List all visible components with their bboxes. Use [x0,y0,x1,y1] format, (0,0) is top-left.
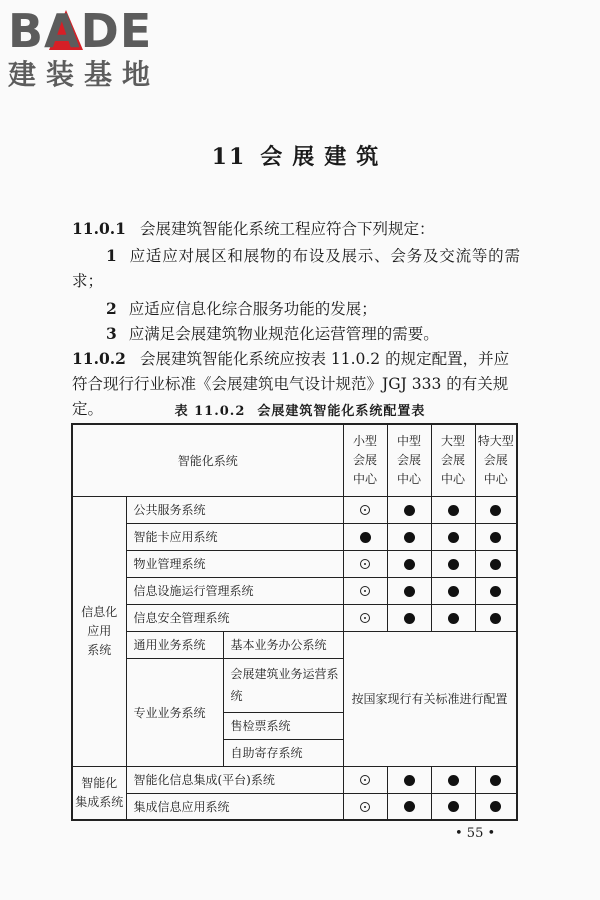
dotted-circle-icon [360,613,370,623]
dotted-circle-icon [360,775,370,785]
filled-circle-icon [448,801,459,812]
mark-cell [431,550,475,577]
table-row [72,577,517,604]
item-number: 1 [106,246,117,265]
filled-circle-icon [404,532,415,543]
config-table [71,423,518,821]
clause-number: 11.0.1 [72,219,126,238]
filled-circle-icon [404,613,415,624]
table-caption: 会展建筑智能化系统配置表 [257,404,426,419]
row-name: 物业管理系统 [126,550,343,577]
mark-cell [387,496,431,523]
mark-cell [475,793,517,820]
mark-cell [431,766,475,793]
header-small: 小型 会展 中心 [343,424,387,496]
table-row [72,766,517,793]
table-row [72,523,517,550]
table-row [72,550,517,577]
basic-office-system: 基本业务办公系统 [223,631,343,658]
mark-cell [431,793,475,820]
table-number: 表 11.0.2 [174,404,246,419]
row-name: 信息安全管理系统 [126,604,343,631]
sub-system: 会展建筑业务运营系统 [223,658,343,712]
mark-cell [343,604,387,631]
specialized-business-system: 专业业务系统 [126,658,223,766]
table-row [72,793,517,820]
item-text: 应满足会展建筑物业规范化运营管理的需要。 [128,325,439,343]
filled-circle-icon [448,532,459,543]
mark-cell [343,523,387,550]
filled-circle-icon [448,559,459,570]
filled-circle-icon [404,559,415,570]
list-item [72,321,520,347]
mark-cell [387,523,431,550]
filled-circle-icon [490,775,501,786]
mark-cell [431,604,475,631]
table-row [72,496,517,523]
row-name: 信息设施运行管理系统 [126,577,343,604]
header-medium: 中型 会展 中心 [387,424,431,496]
filled-circle-icon [490,613,501,624]
clause-text: 会展建筑智能化系统应按表 11.0.2 的规定配置，并应符合现行行业标准《会展建筑电气设计规范》JGJ 333 的有关规定。 [72,350,510,418]
chapter-name: 会展建筑 [260,144,389,170]
dotted-circle-icon [360,586,370,596]
chapter-title [0,140,600,171]
mark-cell [431,523,475,550]
mark-cell [387,577,431,604]
table-row [72,631,517,658]
mark-cell [343,496,387,523]
mark-cell [475,604,517,631]
mark-cell [475,496,517,523]
logo [8,4,178,92]
group-integration: 智能化 集成系统 [72,766,126,820]
mark-cell [431,577,475,604]
standards-note: 按国家现行有关标准进行配置 [343,631,517,766]
filled-circle-icon [404,586,415,597]
mark-cell [475,766,517,793]
mark-cell [475,523,517,550]
filled-circle-icon [404,505,415,516]
group-info-app: 信息化 应用 系统 [72,496,126,766]
logo-subtitle: 建装基地 [8,58,161,91]
mark-cell [387,793,431,820]
row-name: 集成信息应用系统 [126,793,343,820]
item-number: 2 [106,299,117,318]
general-business-system: 通用业务系统 [126,631,223,658]
filled-circle-icon [448,505,459,516]
filled-circle-icon [490,532,501,543]
filled-circle-icon [490,559,501,570]
mark-cell [343,550,387,577]
table-header-row [72,424,517,496]
filled-circle-icon [490,586,501,597]
logo-wordmark [8,4,178,58]
page-number: • 55 • [455,826,496,841]
item-text: 应适应信息化综合服务功能的发展； [128,300,377,318]
row-name: 智能卡应用系统 [126,523,343,550]
table-title [0,400,600,419]
mark-cell [387,604,431,631]
clause-number: 11.0.2 [72,349,126,368]
mark-cell [387,766,431,793]
mark-cell [343,793,387,820]
header-system: 智能化系统 [72,424,343,496]
item-number: 3 [106,324,117,343]
dotted-circle-icon [360,505,370,515]
sub-system: 自助寄存系统 [223,739,343,766]
table-row [72,604,517,631]
list-item [72,296,520,322]
row-name: 公共服务系统 [126,496,343,523]
dotted-circle-icon [360,559,370,569]
filled-circle-icon [490,505,501,516]
filled-circle-icon [448,613,459,624]
item-text: 应适应对展区和展物的布设及展示、会务及交流等的需求； [72,247,520,290]
list-item [72,243,520,294]
filled-circle-icon [404,775,415,786]
filled-circle-icon [490,801,501,812]
mark-cell [475,577,517,604]
chapter-number: 11 [211,144,247,170]
header-large: 大型 会展 中心 [431,424,475,496]
filled-circle-icon [448,775,459,786]
mark-cell [475,550,517,577]
mark-cell [431,496,475,523]
clause-11-0-1 [72,216,520,242]
mark-cell [343,577,387,604]
clause-text: 会展建筑智能化系统工程应符合下列规定： [139,220,435,238]
mark-cell [387,550,431,577]
sub-system: 售检票系统 [223,712,343,739]
header-xlarge: 特大型 会展 中心 [475,424,517,496]
dotted-circle-icon [360,802,370,812]
filled-circle-icon [360,532,371,543]
row-name: 智能化信息集成(平台)系统 [126,766,343,793]
mark-cell [343,766,387,793]
filled-circle-icon [448,586,459,597]
logo-word-text: BADE [8,4,153,58]
filled-circle-icon [404,801,415,812]
